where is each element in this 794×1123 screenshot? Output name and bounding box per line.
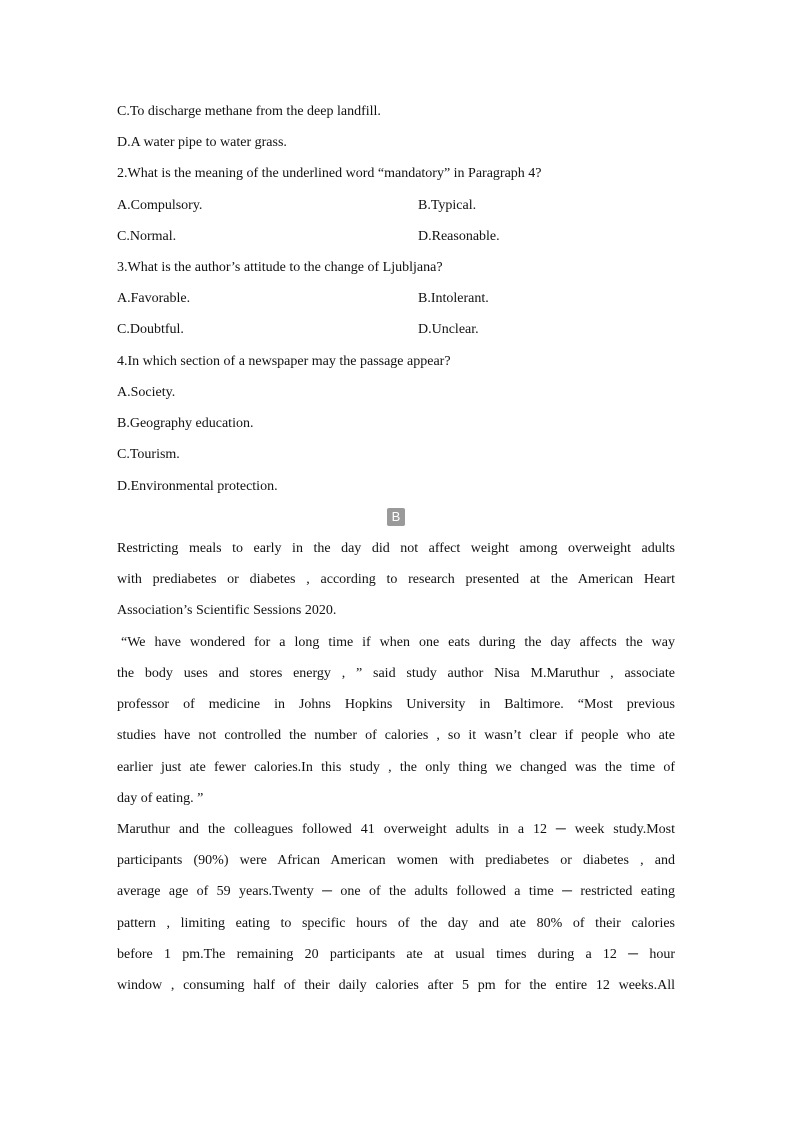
q2-option-c: C.Normal. — [117, 229, 177, 244]
q4-stem: 4.In which section of a newspaper may the passage appear? — [117, 354, 451, 369]
para2-line: professor of medicine in Johns Hopkins University in Baltimore. “Most previous — [117, 697, 675, 712]
para2-line: “We have wondered for a long time if when one eats during the day affects the way — [121, 635, 675, 650]
q4-option-a: A.Society. — [117, 385, 176, 400]
para2-line: earlier just ate fewer calories.In this study , the only thing we changed was the time of — [117, 760, 675, 775]
para3-line: average age of 59 years.Twenty ─ one of the adults followed a time ─ restricted eating — [117, 884, 675, 899]
q3-stem: 3.What is the author’s attitude to the change of Ljubljana? — [117, 260, 443, 275]
para3-line: pattern , limiting eating to specific hours of the day and ate 80% of their calories — [117, 916, 675, 931]
q2-option-d: D.Reasonable. — [418, 229, 500, 244]
q3-option-d: D.Unclear. — [418, 322, 479, 337]
para1-line: Association’s Scientific Sessions 2020. — [117, 603, 337, 618]
q2-option-a: A.Compulsory. — [117, 198, 203, 213]
q4-option-b: B.Geography education. — [117, 416, 254, 431]
para3-line: Maruthur and the colleagues followed 41 overweight adults in a 12 ─ week study.Most — [117, 822, 675, 837]
para1-line: Restricting meals to early in the day did not affect weight among overweight adults — [117, 541, 675, 556]
para1-line: with prediabetes or diabetes , according to research presented at the American Heart — [117, 572, 675, 587]
q4-option-c: C.Tourism. — [117, 447, 180, 462]
para3-line: window , consuming half of their daily calories after 5 pm for the entire 12 weeks.All — [117, 978, 675, 993]
q3-option-c: C.Doubtful. — [117, 322, 184, 337]
section-b-badge: B — [387, 508, 405, 526]
para3-line: before 1 pm.The remaining 20 participants ate at usual times during a 12 ─ hour — [117, 947, 675, 962]
q3-option-a: A.Favorable. — [117, 291, 191, 306]
q2-option-b: B.Typical. — [418, 198, 477, 213]
para3-line: participants (90%) were African American women with prediabetes or diabetes , and — [117, 853, 675, 868]
para2-line: day of eating. ” — [117, 791, 204, 806]
q4-option-d: D.Environmental protection. — [117, 479, 278, 494]
q3-option-b: B.Intolerant. — [418, 291, 489, 306]
para2-line: the body uses and stores energy , ” said study author Nisa M.Maruthur , associate — [117, 666, 675, 681]
q1-option-d: D.A water pipe to water grass. — [117, 135, 287, 150]
q1-option-c: C.To discharge methane from the deep landfill. — [117, 104, 381, 119]
q2-stem: 2.What is the meaning of the underlined word “mandatory” in Paragraph 4? — [117, 166, 542, 181]
para2-line: studies have not controlled the number of calories , so it wasn’t clear if people who ate — [117, 728, 675, 743]
